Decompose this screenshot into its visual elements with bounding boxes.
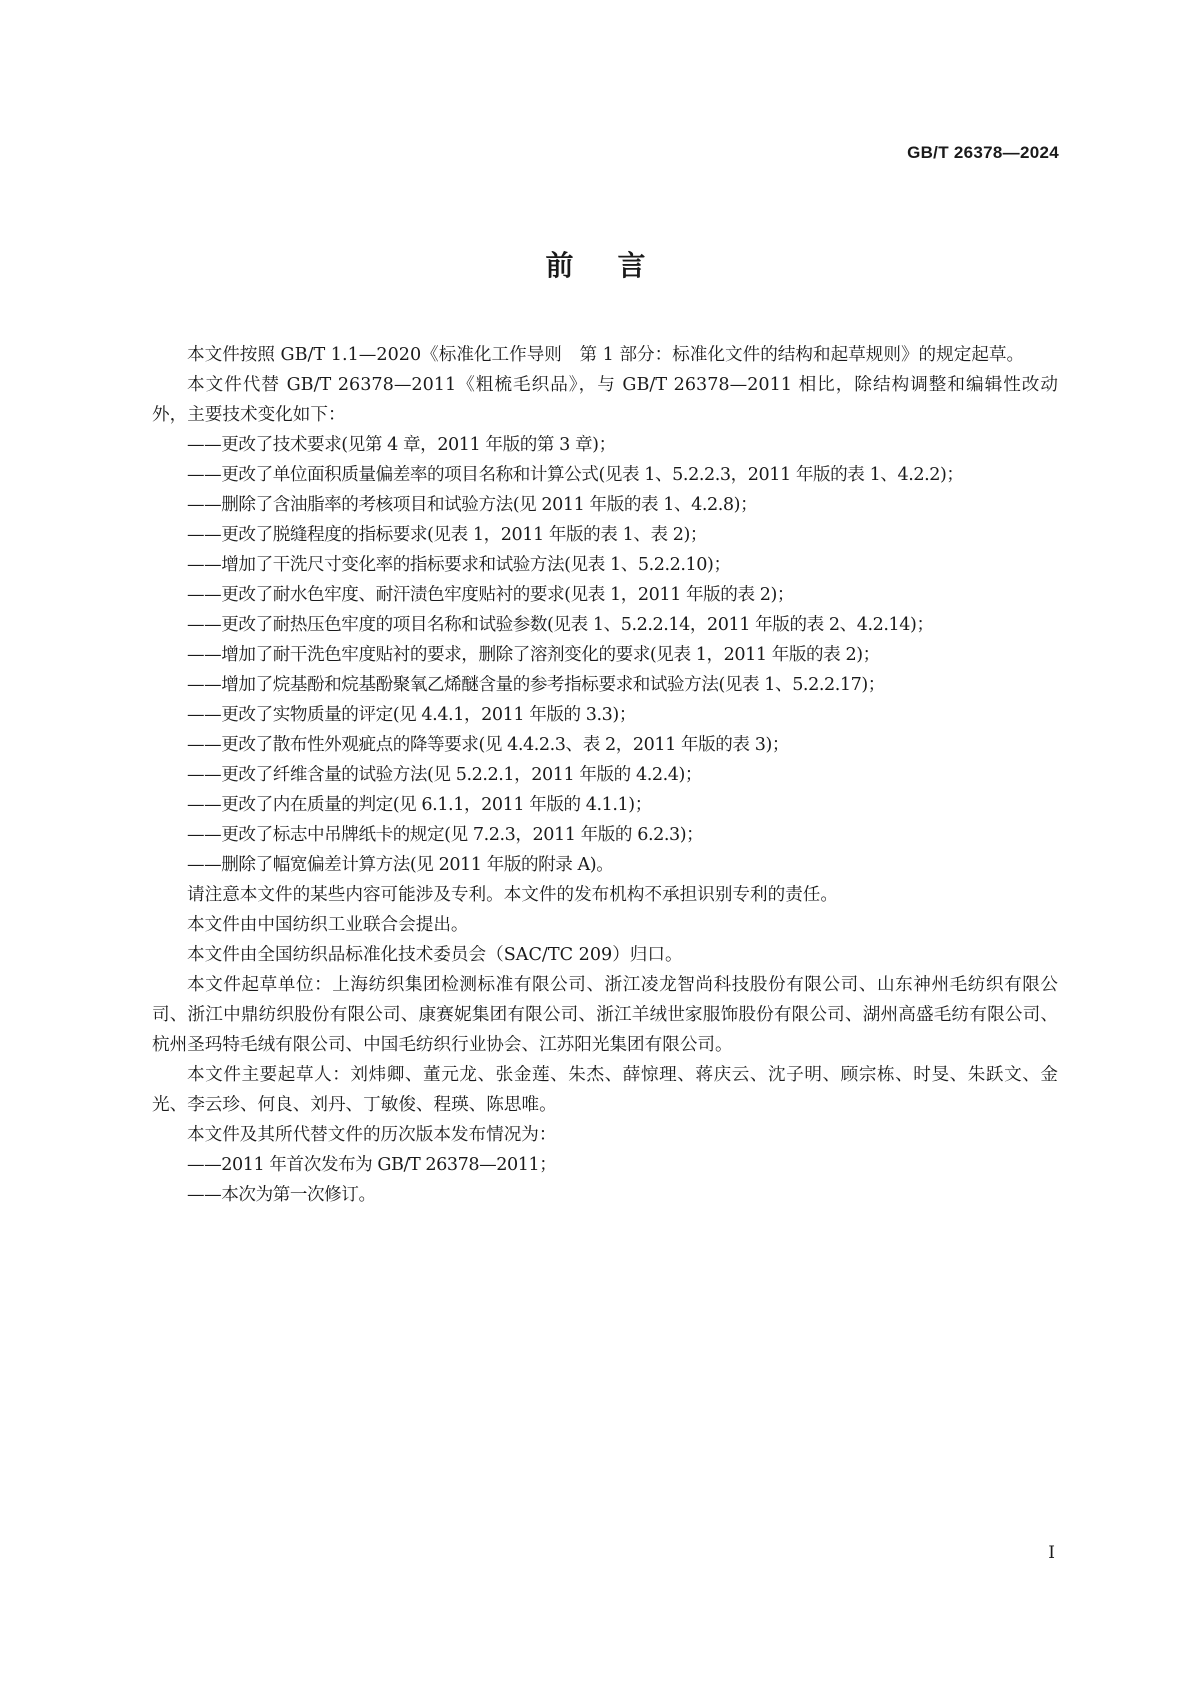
- proposer-statement: 本文件由中国纺织工业联合会提出。: [187, 915, 469, 935]
- history-item: ——2011 年首次发布为 GB/T 26378—2011；: [187, 1155, 557, 1175]
- change-item: ——更改了实物质量的评定(见 4.4.1，2011 年版的 3.3)；: [187, 705, 636, 725]
- drafting-units: 本文件起草单位：上海纺织集团检测标准有限公司、浙江凌龙智尚科技股份有限公司、山东神州毛纺织有限公司、浙江中鼎纺织股份有限公司、康赛妮集团有限公司、浙江羊绒世家服饰股份有限公司、湖州高盛毛纺有限公司、杭州圣玛特毛绒有限公司、中国毛纺织行业协会、江苏阳光集团有限公司。: [152, 975, 1058, 1055]
- change-item: ——更改了内在质量的判定(见 6.1.1，2011 年版的 4.1.1)；: [187, 795, 652, 815]
- committee-statement: 本文件由全国纺织品标准化技术委员会（SAC/TC 209）归口。: [187, 945, 683, 965]
- paragraph-drafting-rules: 本文件按照 GB/T 1.1—2020《标准化工作导则 第 1 部分：标准化文件的结构和起草规则》的规定起草。: [187, 345, 1025, 365]
- change-item: ——更改了纤维含量的试验方法(见 5.2.2.1，2011 年版的 4.2.4)；: [187, 765, 703, 785]
- change-item: ——增加了耐干洗色牢度贴衬的要求，删除了溶剂变化的要求(见表 1，2011 年版的表 2)；: [187, 645, 880, 665]
- change-item: ——更改了耐热压色牢度的项目名称和试验参数(见表 1、5.2.2.14，2011 年版的表 2、4.2.14)；: [187, 615, 934, 635]
- change-item: ——更改了标志中吊牌纸卡的规定(见 7.2.3，2011 年版的 6.2.3)；: [187, 825, 704, 845]
- paragraph-replacement: 本文件代替 GB/T 26378—2011《粗梳毛织品》，与 GB/T 26378—2011 相比，除结构调整和编辑性改动外，主要技术变化如下：: [152, 375, 1058, 425]
- document-body: [152, 340, 1058, 1210]
- change-item: ——增加了烷基酚和烷基酚聚氧乙烯醚含量的参考指标要求和试验方法(见表 1、5.2.2.17)；: [187, 675, 885, 695]
- drafters: 本文件主要起草人：刘炜卿、董元龙、张金莲、朱杰、薛惊理、蒋庆云、沈子明、顾宗栋、时旻、朱跃文、金光、李云珍、何良、刘丹、丁敏俊、程瑛、陈思唯。: [152, 1065, 1058, 1115]
- change-item: ——更改了散布性外观疵点的降等要求(见 4.4.2.3、表 2，2011 年版的表 3)；: [187, 735, 790, 755]
- change-item: ——更改了耐水色牢度、耐汗渍色牢度贴衬的要求(见表 1，2011 年版的表 2)；: [187, 585, 795, 605]
- change-item: ——删除了幅宽偏差计算方法(见 2011 年版的附录 A)。: [187, 855, 614, 875]
- change-item: ——删除了含油脂率的考核项目和试验方法(见 2011 年版的表 1、4.2.8)；: [187, 495, 758, 515]
- change-item: ——更改了单位面积质量偏差率的项目名称和计算公式(见表 1、5.2.2.3，2011 年版的表 1、4.2.2)；: [187, 465, 964, 485]
- standard-code: GB/T 26378—2024: [907, 143, 1059, 162]
- page-number: I: [1048, 1543, 1055, 1563]
- page-title: 前言: [545, 249, 690, 282]
- change-item: ——更改了技术要求(见第 4 章，2011 年版的第 3 章)；: [187, 435, 616, 455]
- change-item: ——更改了脱缝程度的指标要求(见表 1，2011 年版的表 1、表 2)；: [187, 525, 708, 545]
- change-item: ——增加了干洗尺寸变化率的指标要求和试验方法(见表 1、5.2.2.10)；: [187, 555, 731, 575]
- history-item: ——本次为第一次修订。: [187, 1185, 376, 1205]
- history-intro: 本文件及其所代替文件的历次版本发布情况为：: [187, 1125, 557, 1145]
- patent-notice: 请注意本文件的某些内容可能涉及专利。本文件的发布机构不承担识别专利的责任。: [187, 885, 838, 905]
